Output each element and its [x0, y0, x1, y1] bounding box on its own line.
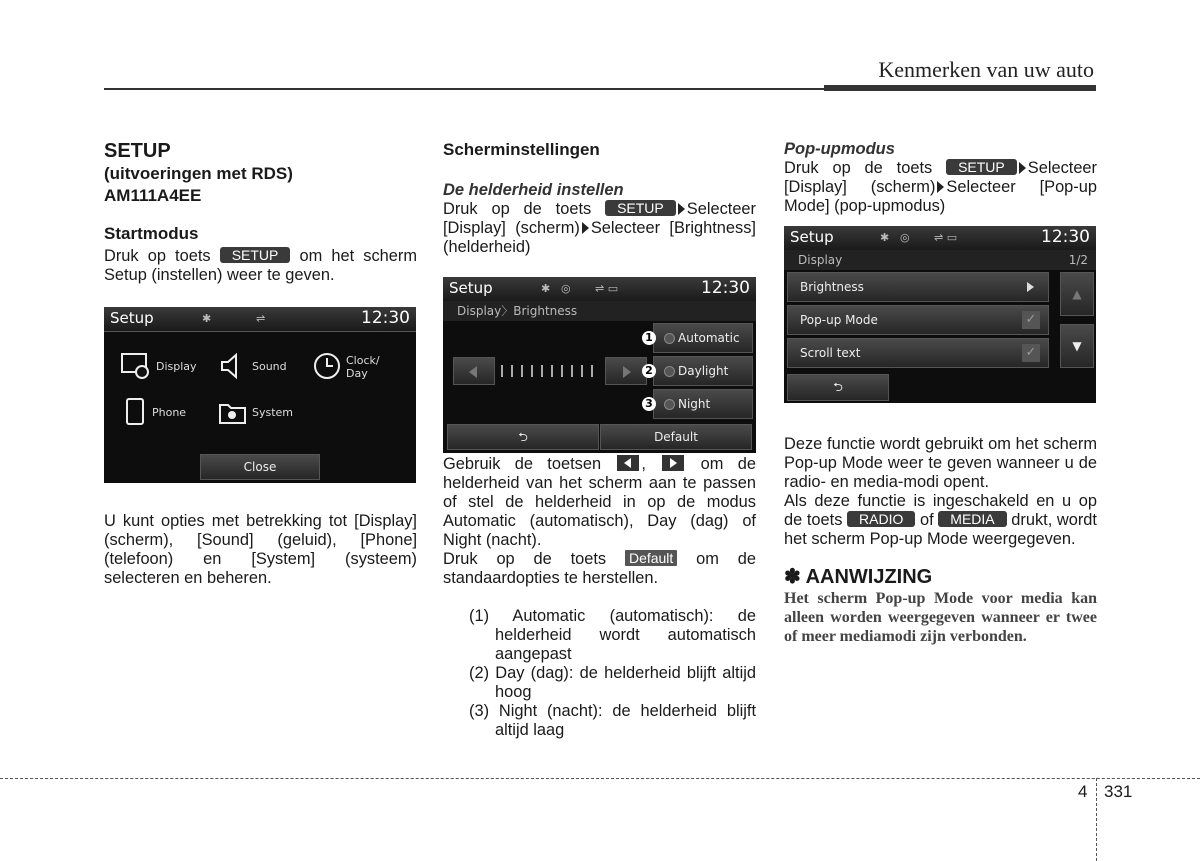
bluetooth-icon: ✱	[541, 282, 551, 295]
section-code: AM111A4EE	[104, 186, 202, 205]
screen-title: Setup	[790, 228, 834, 246]
menu-system[interactable]: System	[218, 397, 308, 427]
radio-key: RADIO	[847, 511, 915, 527]
default-key: Default	[625, 550, 677, 566]
section-title: SETUP	[104, 140, 171, 162]
footer-divider	[1096, 778, 1097, 861]
setup-key: SETUP	[220, 247, 291, 263]
screen-status-bar	[784, 226, 1096, 251]
startmodus-heading: Startmodus	[104, 224, 199, 243]
disc-icon: ◎	[561, 282, 571, 295]
option-night[interactable]: Night	[653, 389, 753, 419]
display-screen	[784, 226, 1096, 403]
usb-icon: ⇌	[256, 312, 266, 325]
speaker-icon	[218, 351, 248, 381]
right-arrow-key-icon	[662, 455, 684, 471]
popup-description: Deze functie wordt gebruikt om het scherm Pop-up Mode weer te geven wanneer u de radio- en media-modi opent.	[784, 435, 1097, 491]
arrow-icon	[1019, 162, 1026, 174]
menu-clock-day[interactable]: Clock/ Day	[312, 351, 412, 385]
brightness-screen	[443, 277, 756, 453]
left-arrow-key-icon	[617, 455, 639, 471]
setup-screen	[104, 307, 416, 483]
default-text: Druk op de toets Default om de standaardopties te herstellen.	[443, 550, 756, 587]
header-rule	[104, 88, 1096, 90]
startmodus-text: Druk op toets SETUP om het scherm Setup (instellen) weer te geven.	[104, 247, 417, 284]
screen-clock: 12:30	[361, 308, 410, 328]
list-item: (3) Night (nacht): de helderheid blijft altijd laag	[469, 702, 756, 739]
chapter-number: 4	[1078, 782, 1088, 801]
arrow-icon	[582, 222, 589, 234]
bluetooth-icon: ✱	[202, 312, 212, 325]
list-item: (1) Automatic (automatisch): de helderheid wordt automatisch aangepast	[469, 607, 756, 663]
clock-icon	[312, 351, 342, 381]
arrow-icon	[937, 181, 944, 193]
screen-title: Setup	[110, 309, 154, 327]
scroll-up-button[interactable]: ▲	[1060, 272, 1094, 316]
close-button[interactable]: Close	[200, 454, 320, 480]
phone-icon	[124, 397, 148, 427]
brightness-slider[interactable]	[501, 365, 599, 377]
setup-description: U kunt opties met betrekking tot [Display] (scherm), [Sound] (geluid), [Phone] (telefoon) en [System] (systeem) selecteren en beheren.	[104, 512, 417, 587]
usb-icon: ⇌ ▭	[934, 231, 958, 244]
option-automatic[interactable]: Automatic	[653, 323, 753, 353]
screen-clock: 12:30	[1041, 227, 1090, 247]
brightness-text: Gebruik de toetsen , om de helderheid van het scherm aan te passen of stel de helderheid in op de modus Automatic (automatisch), Day (dag) of Night (nacht).	[443, 455, 756, 549]
list-item: (2) Day (dag): de helderheid blijft altijd hoog	[469, 664, 756, 701]
system-folder-icon	[218, 397, 248, 427]
checkbox-icon[interactable]: ✓	[1022, 311, 1040, 329]
list-item-popup-mode[interactable]: Pop-up Mode ✓	[787, 305, 1049, 335]
screen-clock: 12:30	[701, 278, 750, 298]
screen-status-bar	[104, 307, 416, 332]
screen-status-bar	[443, 277, 756, 302]
section-title: Scherminstellingen	[443, 140, 600, 159]
brightness-down-button[interactable]	[453, 357, 495, 385]
running-header: Kenmerken van uw auto	[878, 57, 1094, 82]
list-item-scroll-text[interactable]: Scroll text ✓	[787, 338, 1049, 368]
menu-sound[interactable]: Sound	[218, 351, 308, 381]
display-icon	[120, 351, 152, 381]
section-subtitle: (uitvoeringen met RDS)	[104, 164, 293, 183]
page-number: 331	[1104, 782, 1133, 801]
popup-instructions: Druk op de toets SETUP Selecteer [Display] (scherm) Selecteer [Pop-up Mode] (pop-upmodus)	[784, 159, 1098, 215]
popup-behaviour: Als deze functie is ingeschakeld en u op de toets RADIO of MEDIA drukt, wordt het scherm Pop-up Mode weergegeven.	[784, 492, 1097, 548]
option-daylight[interactable]: Daylight	[653, 356, 753, 386]
media-key: MEDIA	[938, 511, 1006, 527]
note-title: ✽ AANWIJZING	[784, 566, 933, 588]
menu-display[interactable]: Display	[120, 351, 220, 381]
brightness-instructions: Druk op de toets SETUP Selecteer [Display] (scherm) Selecteer [Brightness] (helderheid)	[443, 200, 757, 256]
brightness-heading: De helderheid instellen	[443, 181, 624, 199]
default-button[interactable]: Default	[600, 424, 752, 450]
brightness-options-list	[443, 607, 756, 740]
back-icon: ⮌	[518, 430, 528, 444]
marker-1: 1	[642, 331, 656, 345]
bluetooth-icon: ✱	[880, 231, 890, 244]
screen-title: Setup	[449, 279, 493, 297]
disc-icon: ◎	[900, 231, 910, 244]
footer-rule	[0, 778, 1200, 779]
popup-heading: Pop-upmodus	[784, 140, 895, 158]
screen-subtitle: Display 1/2	[784, 250, 1096, 270]
marker-2: 2	[642, 364, 656, 378]
usb-icon: ⇌ ▭	[595, 282, 619, 295]
marker-3: 3	[642, 397, 656, 411]
setup-key: SETUP	[946, 159, 1017, 175]
back-button[interactable]	[447, 424, 599, 450]
back-button[interactable]	[787, 374, 889, 401]
list-item-brightness[interactable]: Brightness	[787, 272, 1049, 302]
back-icon: ⮌	[833, 380, 843, 394]
checkbox-icon[interactable]: ✓	[1022, 344, 1040, 362]
arrow-icon	[678, 203, 685, 215]
breadcrumb: Display〉Brightness	[443, 301, 756, 321]
chevron-right-icon	[1027, 282, 1034, 292]
scroll-down-button[interactable]: ▼	[1060, 324, 1094, 368]
setup-key: SETUP	[605, 200, 676, 216]
brightness-up-button[interactable]	[605, 357, 647, 385]
menu-phone[interactable]: Phone	[124, 397, 214, 427]
page-indicator: 1/2	[1068, 253, 1088, 267]
note-text: Het scherm Pop-up Mode voor media kan alleen worden weergegeven wanneer er twee of meer mediamodi zijn verbonden.	[784, 590, 1097, 645]
